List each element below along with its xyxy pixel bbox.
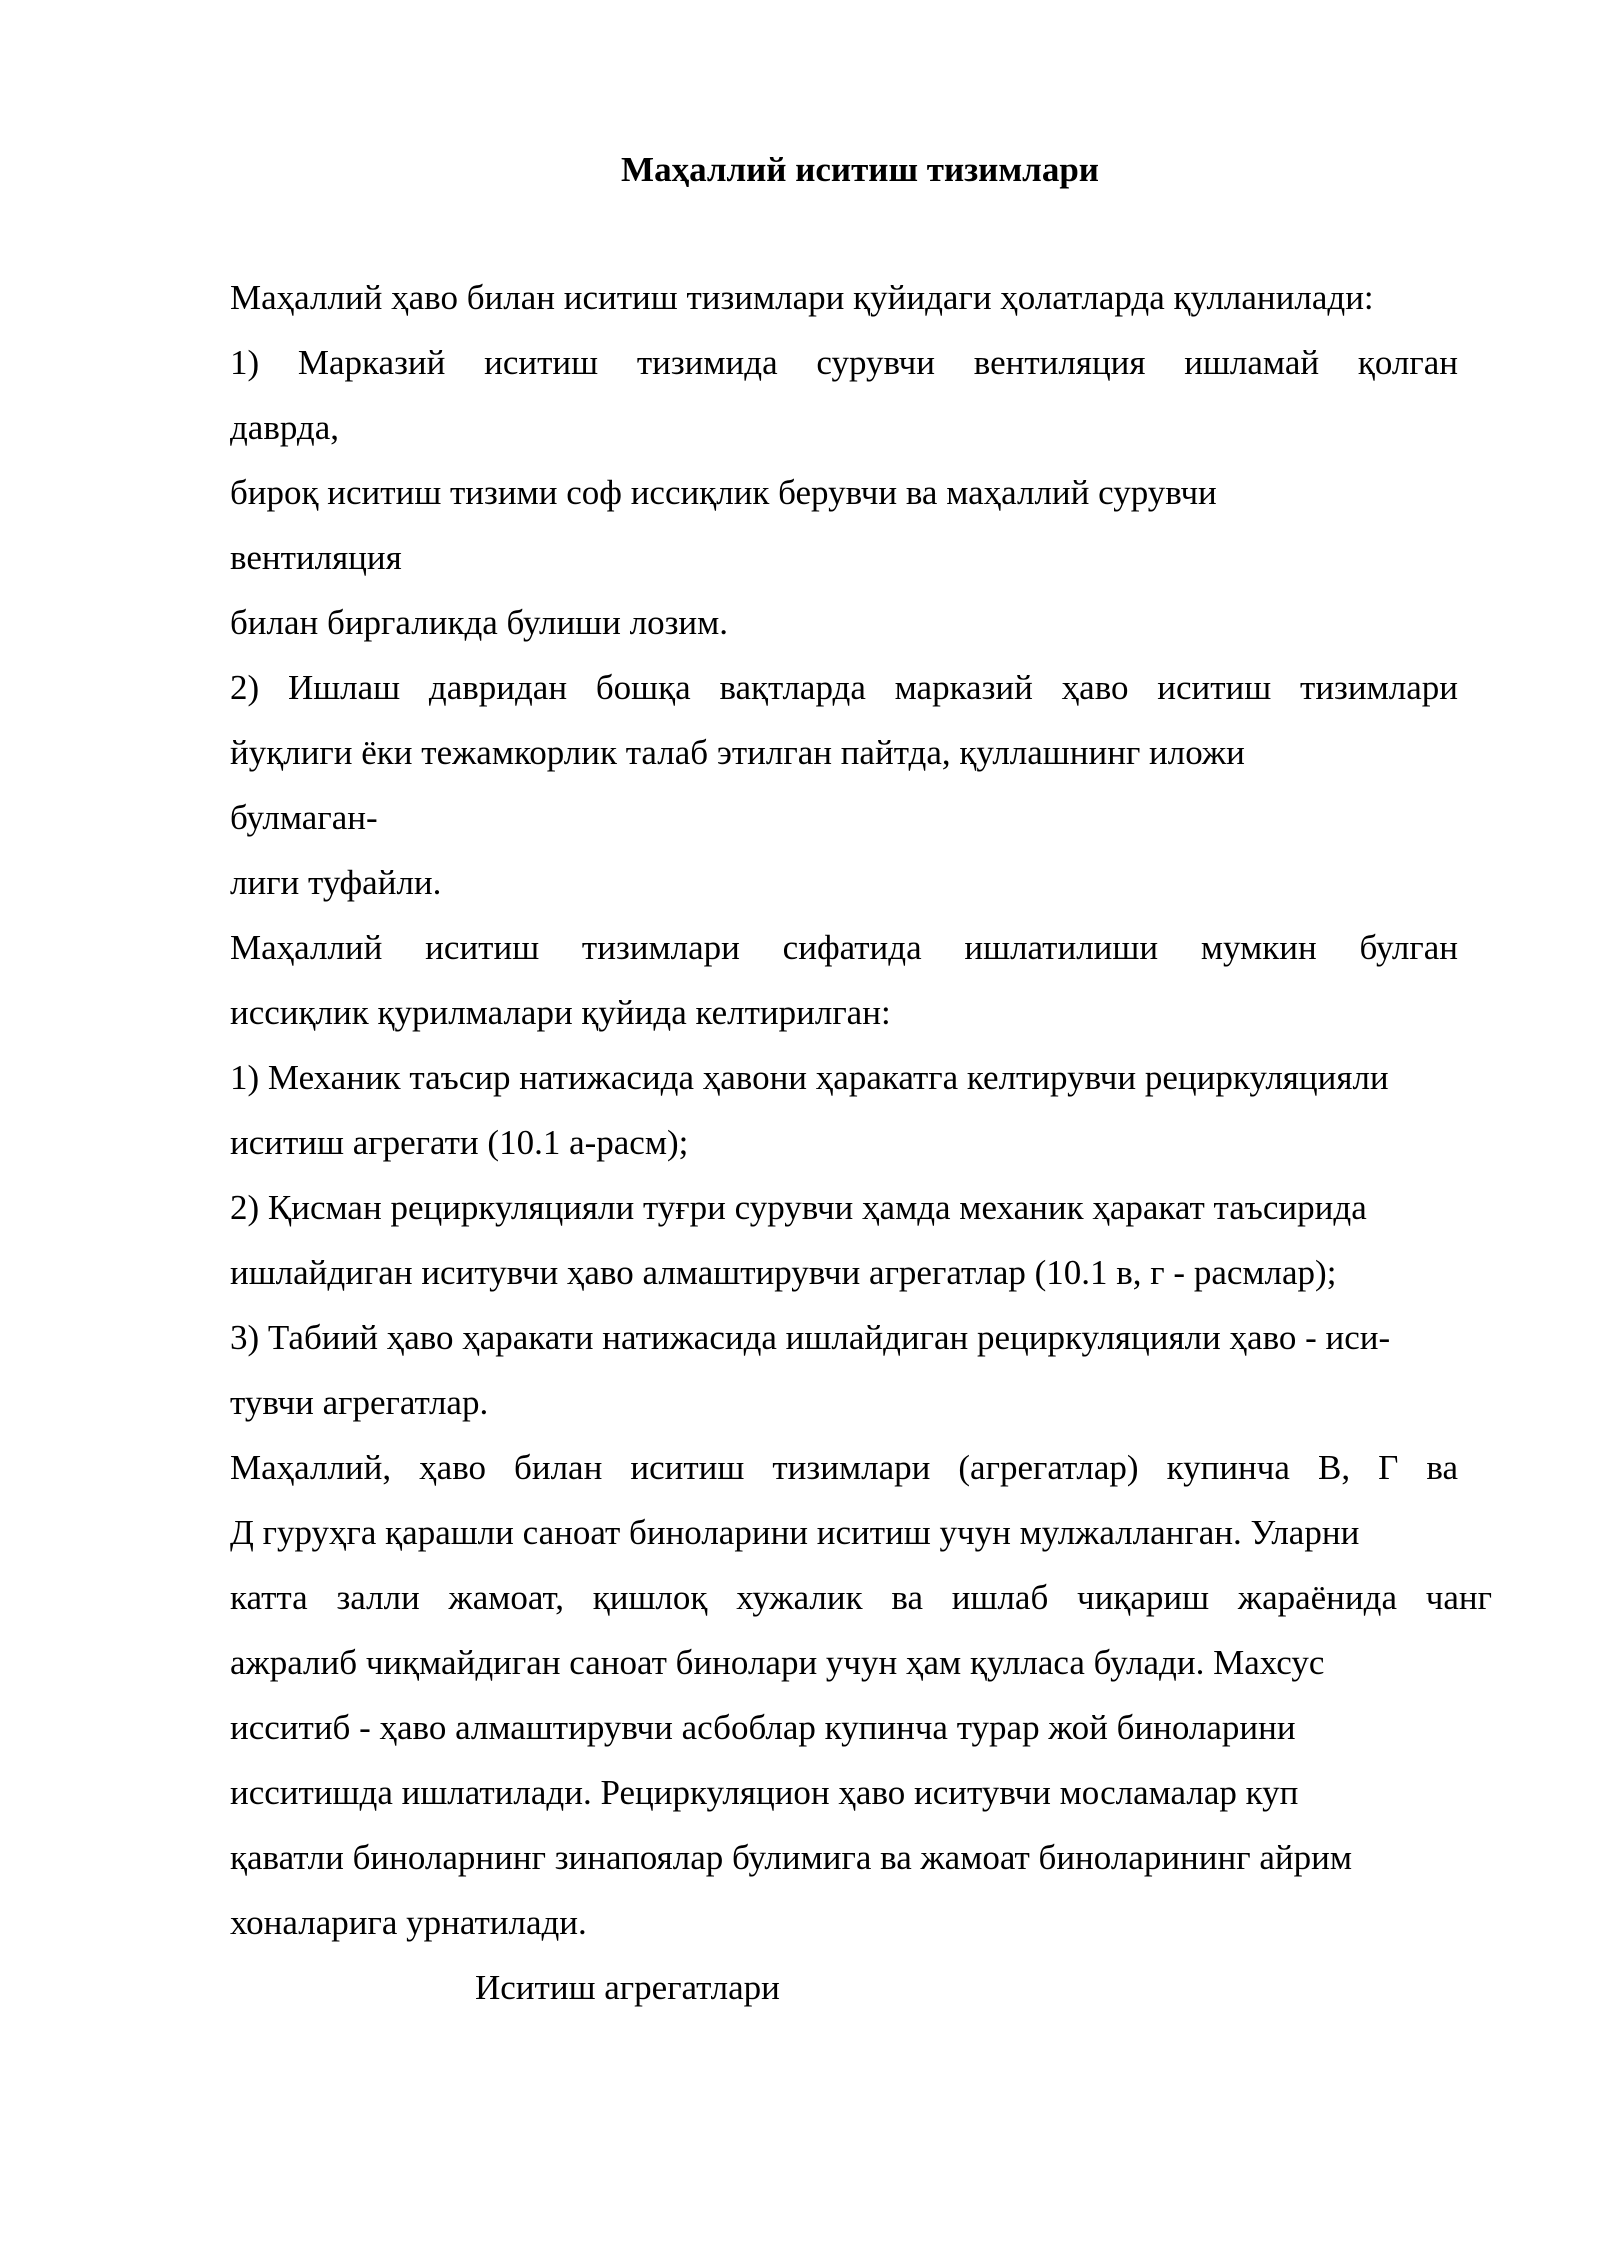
text-line: 1) Марказий иситиш тизимида сурувчи вентиляция ишламай қолган <box>230 343 1458 382</box>
text-line: исситиб - ҳаво алмаштирувчи асбоблар купинча турар жой биноларини <box>230 1708 1296 1747</box>
text-line: лиги туфайли. <box>230 863 442 902</box>
text-line: йуқлиги ёки тежамкорлик талаб этилган пайтда, қуллашнинг иложи <box>230 733 1245 772</box>
text-line: 3) Табиий ҳаво ҳаракати натижасида ишлайдиган рециркуляцияли ҳаво - иси- <box>230 1318 1391 1357</box>
text-line: катта залли жамоат, қишлоқ хужалик ва ишлаб чиқариш жараёнида чанг <box>230 1578 1492 1617</box>
text-line: қаватли биноларнинг зинапоялар булимига ва жамоат биноларининг айрим <box>230 1838 1352 1877</box>
text-line: бироқ иситиш тизими соф иссиқлик берувчи ва маҳаллий сурувчи <box>230 473 1217 512</box>
text-line: иссиқлик қурилмалари қуйида келтирилган: <box>230 993 891 1032</box>
text-line: хоналарига урнатилади. <box>230 1903 587 1942</box>
text-line: Маҳаллий ҳаво билан иситиш тизимлари қуйидаги ҳолатларда қулланилади: <box>230 278 1374 317</box>
text-line: ажралиб чиқмайдиган саноат бинолари учун ҳам қулласа булади. Махсус <box>230 1643 1325 1682</box>
text-line: Маҳаллий иситиш тизимлари сифатида ишлатилиши мумкин булган <box>230 928 1458 967</box>
text-line: вентиляция <box>230 538 402 577</box>
text-line: 2) Қисман рециркуляцияли туғри сурувчи ҳамда механик ҳаракат таъсирида <box>230 1188 1367 1227</box>
text-line: исситишда ишлатилади. Рециркуляцион ҳаво иситувчи мосламалар куп <box>230 1773 1299 1812</box>
text-line: 2) Ишлаш давридан бошқа вақтларда марказий ҳаво иситиш тизимлари <box>230 668 1458 707</box>
text-line: иситиш агрегати (10.1 а-расм); <box>230 1123 689 1162</box>
text-line: билан биргаликда булиши лозим. <box>230 603 729 642</box>
text-line: Д гуруҳга қарашли саноат биноларини иситиш учун мулжалланган. Уларни <box>230 1513 1360 1552</box>
text-line: тувчи агрегатлар. <box>230 1383 489 1422</box>
text-line: Маҳаллий, ҳаво билан иситиш тизимлари (агрегатлар) купинча В, Г ва <box>230 1448 1458 1487</box>
section-subheading: Иситиш агрегатлари <box>475 1968 780 2007</box>
text-line: булмаган- <box>230 798 378 837</box>
document-title: Маҳаллий иситиш тизимлари <box>621 150 1099 189</box>
text-line: ишлайдиган иситувчи ҳаво алмаштирувчи агрегатлар (10.1 в, г - расмлар); <box>230 1253 1337 1292</box>
text-line: 1) Механик таъсир натижасида ҳавони ҳаракатга келтирувчи рециркуляцияли <box>230 1058 1389 1097</box>
text-line: даврда, <box>230 408 339 447</box>
